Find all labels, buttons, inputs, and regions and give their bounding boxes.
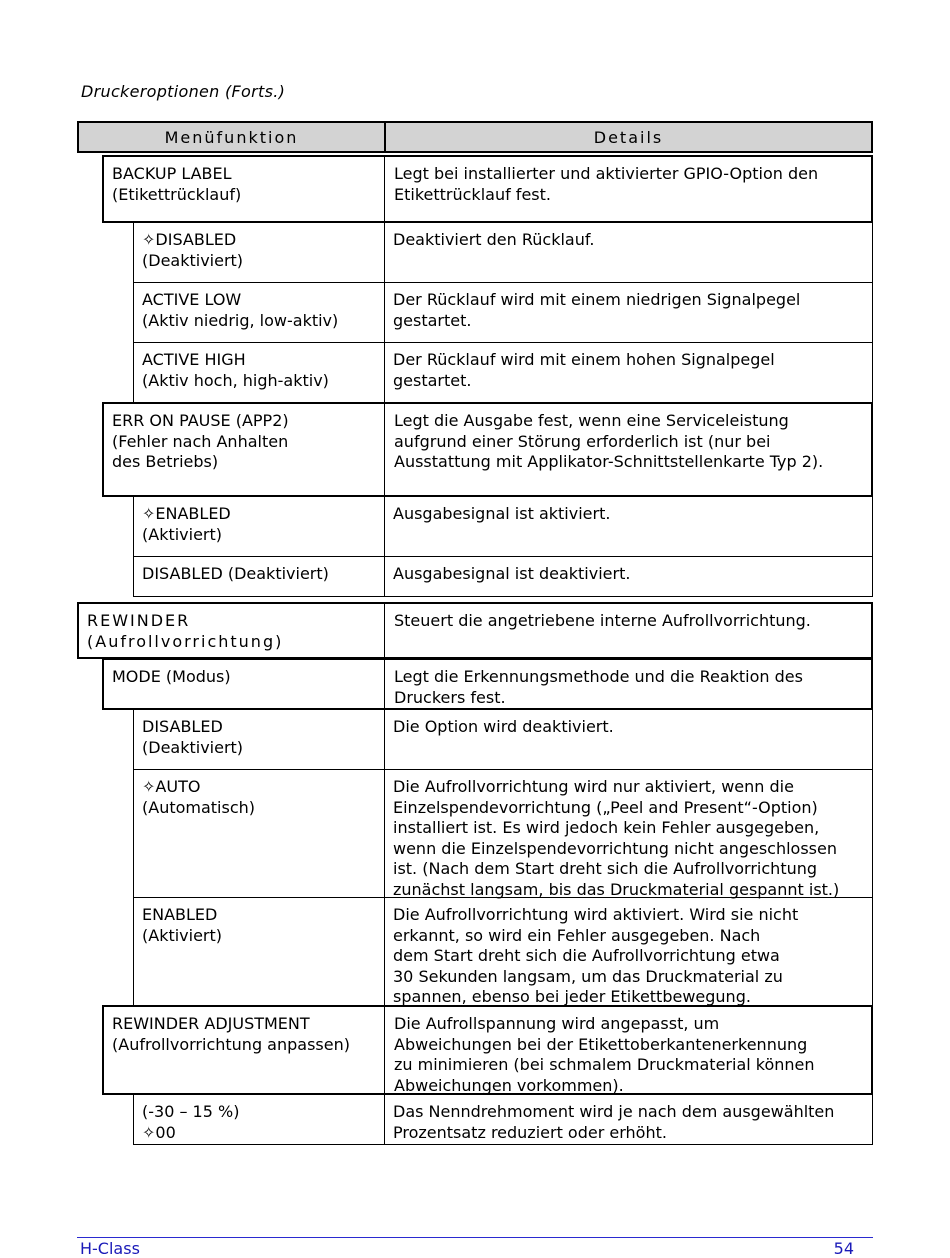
details-cell: Die Aufrollspannung wird angepasst, um Abweichungen bei der Etikettoberkantenerkennung zu minimieren (bei schmalem Druckmaterial können Abweichungen vorkommen). [394,1014,815,1095]
menu-function-cell: REWINDER ADJUSTMENT (Aufrollvorrichtung anpassen) [112,1014,350,1054]
table-header [77,121,873,153]
menu-function-cell: ENABLED (Aktiviert) [142,905,223,945]
details-cell: Die Option wird deaktiviert. [393,717,614,736]
column-divider [384,156,385,222]
menu-function-cell: BACKUP LABEL (Etikettrücklauf) [112,164,242,204]
menu-function-cell: DISABLED (Deaktiviert) [142,564,329,583]
column-divider [384,603,385,658]
table-row [133,496,873,557]
table-row [77,602,873,659]
column-divider [384,403,385,496]
page-number: 54 [833,1239,854,1258]
table-row [133,222,873,283]
details-cell: Legt die Ausgabe fest, wenn eine Serviceleistung aufgrund einer Störung erforderlich ist (nur bei Ausstattung mit Applikator-Schnittstellenkarte Typ 2). [394,411,824,471]
menu-function-cell: ✧ENABLED (Aktiviert) [142,504,231,544]
menu-function-cell: REWINDER (Aufrollvorrichtung) [87,611,284,651]
details-cell: Das Nenndrehmoment wird je nach dem ausgewählten Prozentsatz reduziert oder erhöht. [393,1102,835,1142]
footer-product: H-Class [80,1239,140,1258]
table-row [133,1094,873,1145]
table-row [133,709,873,770]
table-row [133,897,873,1006]
details-cell: Die Aufrollvorrichtung wird nur aktiviert, wenn die Einzelspendevorrichtung („Peel and Present“-Option) installiert ist. Es wird jedoch kein Fehler ausgegeben, wenn die Einzelspendevorrichtung nicht angeschlossen ist. (Nach dem Start dreht sich die Aufrollvorrichtung zunächst langsam, bis das Druckmaterial gespannt ist.) [393,777,840,899]
table-row [102,1005,873,1095]
table-row [133,769,873,898]
header-menu-function: Menüfunktion [164,127,299,147]
details-cell: Die Aufrollvorrichtung wird aktiviert. Wird sie nicht erkannt, so wird ein Fehler ausgegeben. Nach dem Start dreht sich die Aufrollvorrichtung etwa 30 Sekunden langsam, um das Druckmaterial zu spannen, ebenso bei jeder Etikettbewegung. [393,905,799,1006]
details-cell: Ausgabesignal ist deaktiviert. [393,564,631,583]
section-subtitle: Druckeroptionen (Forts.) [81,82,286,101]
table-row [102,658,873,710]
table-row [102,402,873,497]
table-row [133,556,873,597]
details-cell: Der Rücklauf wird mit einem niedrigen Signalpegel gestartet. [393,290,801,330]
menu-function-cell: ERR ON PAUSE (APP2) (Fehler nach Anhalten des Betriebs) [112,411,289,471]
header-details: Details [593,127,664,147]
table-row [133,282,873,343]
footer-rule [77,1237,873,1238]
details-cell: Legt bei installierter und aktivierter GPIO-Option den Etikettrücklauf fest. [394,164,819,204]
column-divider [384,1006,385,1094]
menu-function-cell: MODE (Modus) [112,667,231,686]
menu-function-cell: ACTIVE HIGH (Aktiv hoch, high-aktiv) [142,350,329,390]
menu-function-cell: (-30 – 15 %) ✧00 [142,1102,240,1142]
details-cell: Der Rücklauf wird mit einem hohen Signalpegel gestartet. [393,350,775,390]
menu-function-cell: ✧DISABLED (Deaktiviert) [142,230,244,270]
details-cell: Ausgabesignal ist aktiviert. [393,504,611,523]
details-cell: Deaktiviert den Rücklauf. [393,230,595,249]
table-row [102,155,873,223]
menu-function-cell: ACTIVE LOW (Aktiv niedrig, low-aktiv) [142,290,339,330]
table-row [133,342,873,403]
details-cell: Legt die Erkennungsmethode und die Reaktion des Druckers fest. [394,667,803,707]
column-divider [384,659,385,709]
details-cell: Steuert die angetriebene interne Aufrollvorrichtung. [394,611,811,630]
menu-function-cell: DISABLED (Deaktiviert) [142,717,244,757]
menu-function-cell: ✧AUTO (Automatisch) [142,777,256,817]
